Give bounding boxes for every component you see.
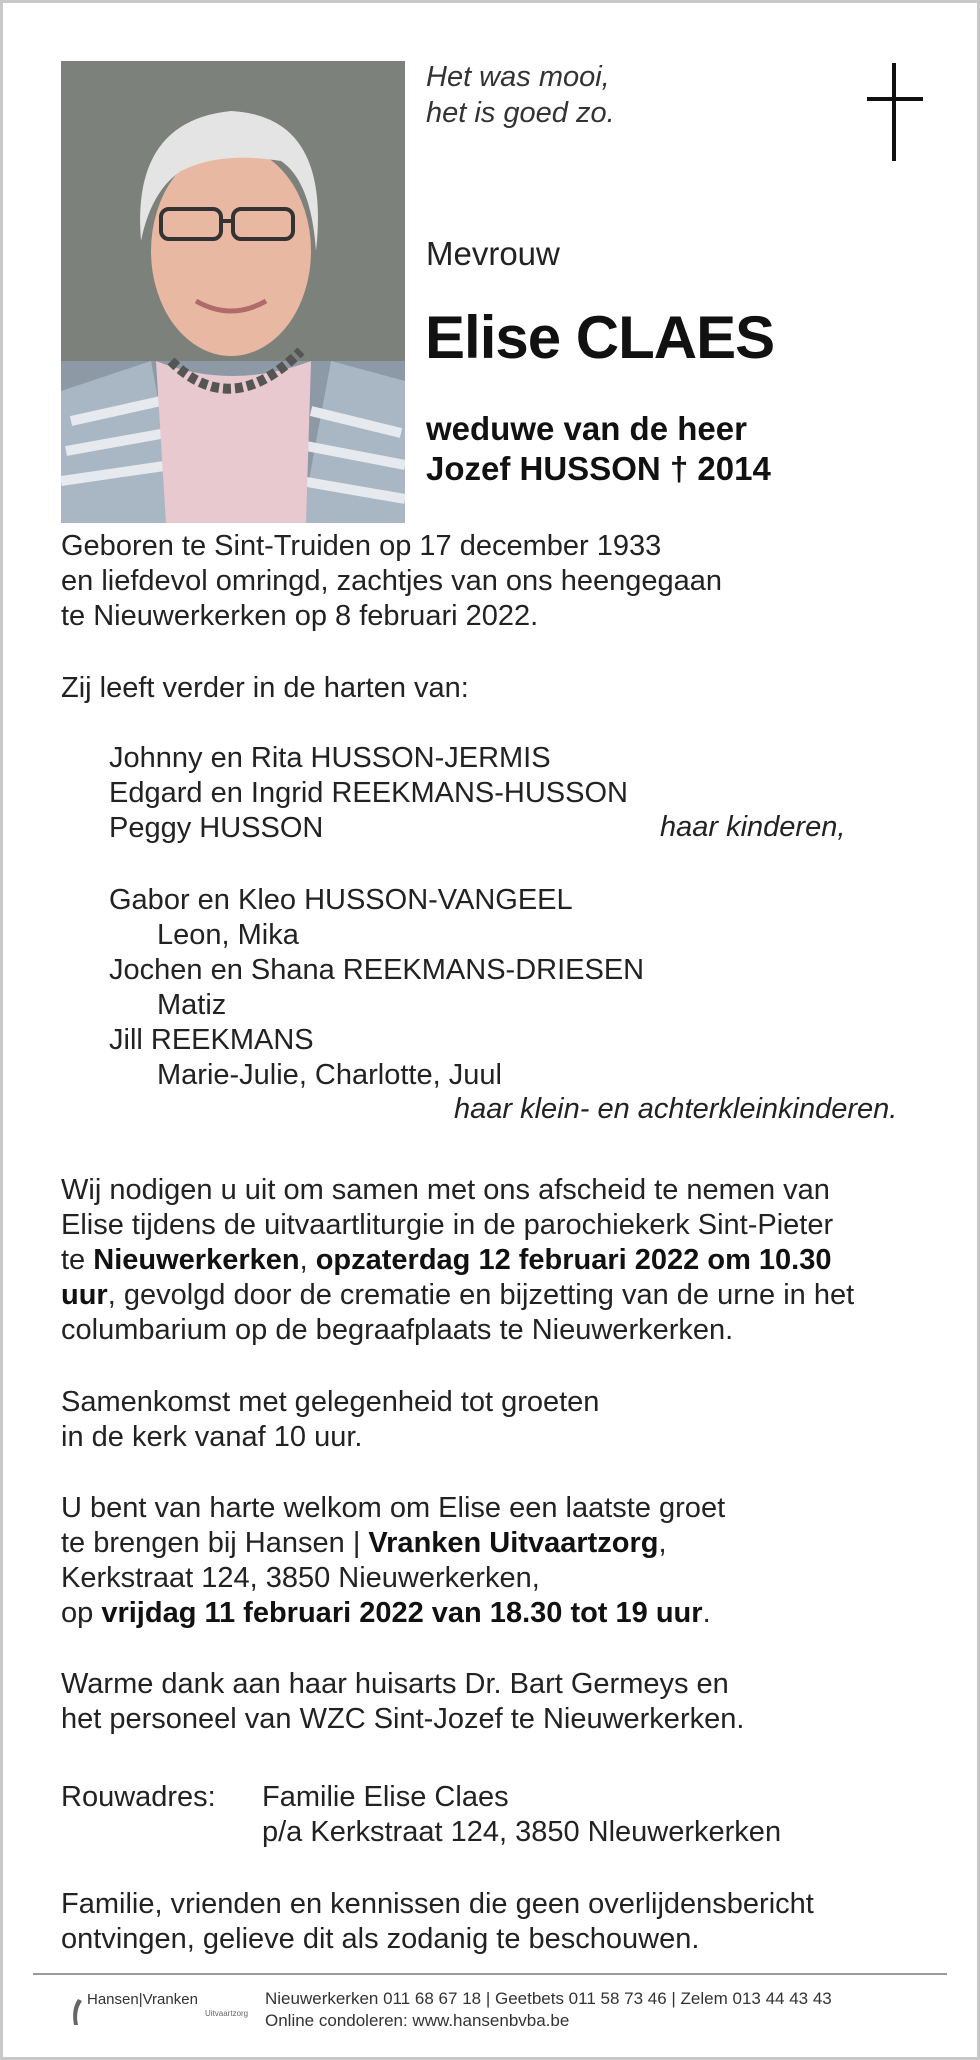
gathering-line: Samenkomst met gelegenheid tot groeten <box>61 1386 600 1418</box>
invite-line: Wij nodigen u uit om samen met ons afscheid te nemen van <box>61 1174 830 1206</box>
invite-line: te Nieuwerkerken, opzaterdag 12 februari 2022 om 10.30 <box>61 1244 832 1276</box>
quote-line: Het was mooi, <box>426 61 610 93</box>
lives-on: Zij leeft verder in de harten van: <box>61 672 469 704</box>
salutation: Mevrouw <box>426 235 560 272</box>
address-line: Familie Elise Claes <box>262 1781 509 1813</box>
logo-text: Hansen|Vranken <box>87 1991 198 2008</box>
visit-line: te brengen bij Hansen | Vranken Uitvaartzorg, <box>61 1527 667 1559</box>
visit-line: U bent van harte welkom om Elise een laatste groet <box>61 1492 726 1524</box>
quote-line: het is goed zo. <box>426 97 615 129</box>
footer-divider <box>33 1973 947 1975</box>
gathering-line: in de kerk vanaf 10 uur. <box>61 1421 363 1453</box>
great-grandchild: Leon, Mika <box>157 919 299 951</box>
invite-line: columbarium op de begraafplaats te Nieuwerkerken. <box>61 1314 734 1346</box>
closing-line: ontvingen, gelieve dit als zodanig te beschouwen. <box>61 1923 700 1955</box>
deceased-name: Elise CLAES <box>425 304 775 371</box>
footer-online[interactable]: Online condoleren: www.hansenbvba.be <box>265 2011 570 2030</box>
footer-phones: Nieuwerkerken 011 68 67 18 | Geetbets 011 58 73 46 | Zelem 013 44 43 43 <box>265 1989 832 2008</box>
invite-line: uur, gevolgd door de crematie en bijzetting van de urne in het <box>61 1279 855 1311</box>
thanks-line: het personeel van WZC Sint-Jozef te Nieuwerkerken. <box>61 1703 745 1735</box>
grandchild: Gabor en Kleo HUSSON-VANGEEL <box>109 884 573 916</box>
thanks-line: Warme dank aan haar huisarts Dr. Bart Germeys en <box>61 1668 729 1700</box>
swoosh-icon <box>69 1999 83 2025</box>
child: Edgard en Ingrid REEKMANS-HUSSON <box>109 777 628 809</box>
portrait-photo <box>61 61 405 523</box>
closing-line: Familie, vrienden en kennissen die geen overlijdensbericht <box>61 1888 814 1920</box>
great-grandchild: Matiz <box>157 989 227 1021</box>
address-line: p/a Kerkstraat 124, 3850 Nleuwerkerken <box>262 1816 782 1848</box>
birth-line: Geboren te Sint-Truiden op 17 december 1933 <box>61 530 662 562</box>
grandchildren-label: haar klein- en achterkleinkinderen. <box>454 1093 898 1125</box>
invite-line: Elise tijdens de uitvaartliturgie in de parochiekerk Sint-Pieter <box>61 1209 834 1241</box>
widow-line: weduwe van de heer <box>426 410 747 447</box>
widow-line: Jozef HUSSON † 2014 <box>426 450 771 487</box>
grandchild: Jill REEKMANS <box>109 1024 314 1056</box>
birth-line: te Nieuwerkerken op 8 februari 2022. <box>61 600 539 632</box>
address-label: Rouwadres: <box>61 1781 216 1813</box>
grandchild: Jochen en Shana REEKMANS-DRIESEN <box>109 954 645 986</box>
quote <box>426 59 615 131</box>
company-logo <box>65 1989 255 2029</box>
cross-icon <box>867 63 923 163</box>
birth-line: en liefdevol omringd, zachtjes van ons heengegaan <box>61 565 723 597</box>
widow-of <box>426 409 771 489</box>
child: Peggy HUSSON <box>109 812 324 844</box>
visit-line: Kerkstraat 124, 3850 Nieuwerkerken, <box>61 1562 540 1594</box>
great-grandchild: Marie-Julie, Charlotte, Juul <box>157 1059 502 1091</box>
logo-subtext: Uitvaartzorg <box>205 2009 249 2018</box>
children-label: haar kinderen, <box>660 811 846 843</box>
visit-line: op vrijdag 11 februari 2022 van 18.30 tot 19 uur. <box>61 1597 711 1629</box>
child: Johnny en Rita HUSSON-JERMIS <box>109 742 551 774</box>
